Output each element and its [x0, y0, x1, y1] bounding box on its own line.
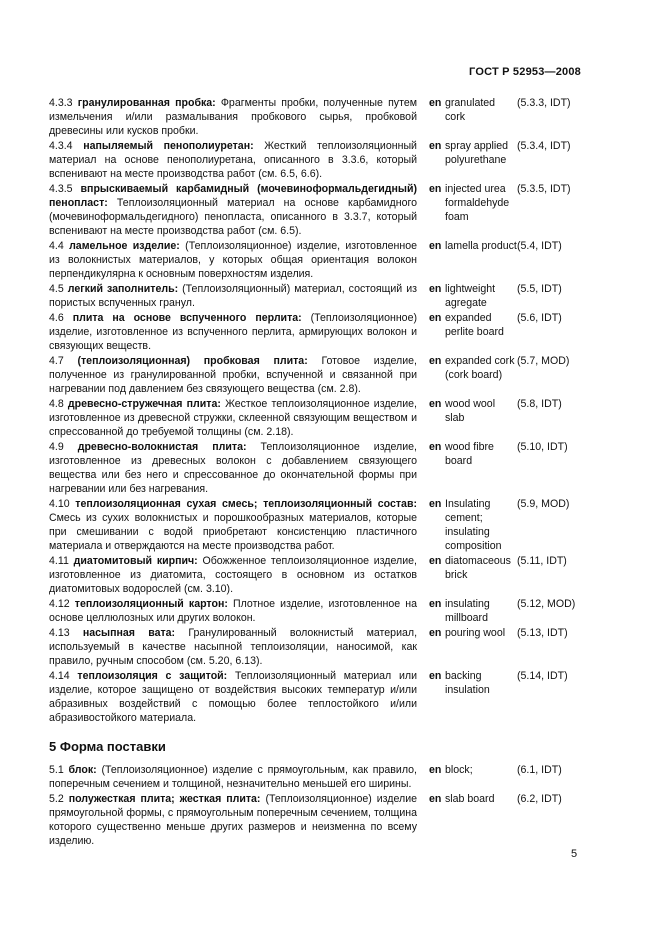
term-name: теплоизоляционная сухая смесь; теплоизоляционный состав: — [75, 498, 417, 510]
term-text: (Теплоизоляционное) изделие с прямоугольным, как правило, поперечным сечением и толщиной, незначительно меньшей его ширины. — [49, 764, 417, 790]
english-equivalent: backing insulation — [445, 670, 490, 696]
iso-reference: (5.9, MOD) — [517, 498, 570, 510]
term-entry — [49, 96, 589, 138]
term-definition — [49, 182, 417, 238]
term-number: 4.10 — [49, 498, 70, 510]
language-code: en — [429, 670, 442, 682]
language-code: en — [429, 627, 442, 639]
language-code: en — [429, 97, 442, 109]
iso-reference: (5.4, IDT) — [517, 240, 562, 252]
term-name: (теплоизоляционная) пробковая плита: — [77, 355, 308, 367]
english-equivalent: granulated cork — [445, 97, 496, 123]
term-number: 4.9 — [49, 441, 64, 453]
iso-reference: (5.12, MOD) — [517, 598, 576, 610]
english-equivalent: lamella product — [445, 240, 517, 252]
language-code: en — [429, 183, 442, 195]
term-number: 4.3.3 — [49, 97, 73, 109]
term-entry — [49, 497, 589, 553]
term-definition — [49, 763, 417, 791]
term-definition — [49, 597, 417, 625]
term-text: Жесткое теплоизоляционное изделие, изготовленное из древесной стружки, склеенной связующим веществом и спрессованной до требуемой толщины (см. 2.18). — [49, 398, 417, 438]
term-text: Гранулированный волокнистый материал, используемый в качестве насыпной теплоизоляции, наносимой, как правило, ручным способом (см. 5.20, 6.13). — [49, 627, 418, 667]
english-equivalent: slab board — [445, 793, 495, 805]
english-equivalent: insulating millboard — [445, 598, 490, 624]
term-text: Теплоизоляционный материал или изделие, которое защищено от воздействия высоких температур и/или абразивных воздействий с помощью более теплостойкого и/или абразивостойкого материала. — [49, 670, 417, 724]
term-number: 4.3.5 — [49, 183, 73, 195]
term-number: 4.11 — [49, 555, 69, 567]
term-number: 4.6 — [49, 312, 64, 324]
language-code: en — [429, 355, 442, 367]
term-text: Теплоизоляционное изделие, изготовленное из древесных волокон с добавлением связующего вещества или без него и спрессованное до окончательной формы при нагревании или без нагревания. — [49, 441, 417, 495]
iso-reference: (6.1, IDT) — [517, 764, 562, 776]
term-definition — [49, 96, 417, 138]
section-heading: 5 Форма поставки — [49, 739, 166, 754]
term-entry — [49, 182, 589, 238]
term-number: 4.7 — [49, 355, 64, 367]
terms-list-section-5 — [49, 763, 589, 848]
term-definition — [49, 440, 417, 496]
english-equivalent: expanded perlite board — [445, 312, 504, 338]
term-name: полужесткая плита; жесткая плита: — [68, 793, 261, 805]
term-name: впрыскиваемый карбамидный (мочевиноформальдегидный) пенопласт: — [49, 183, 418, 209]
language-code: en — [429, 498, 442, 510]
term-definition — [49, 354, 417, 396]
term-entry — [49, 354, 589, 396]
term-entry — [49, 763, 589, 791]
term-text: Жесткий теплоизоляционный материал на основе пенополиуретана, описанного в 3.3.6, который вспенивают на месте производства работ (см. 6.5, 6.6). — [49, 140, 417, 180]
term-text: Теплоизоляционный материал на основе карбамидного (мочевиноформальдегидного) пенопласта, описанного в 3.3.7, который вспенивают на месте производства работ (см. 6.5). — [49, 197, 417, 237]
term-definition — [49, 626, 417, 668]
english-equivalent: injected urea formaldehyde foam — [445, 183, 510, 223]
term-name: напыляемый пенополиуретан: — [83, 140, 254, 152]
english-equivalent: wood wool slab — [445, 398, 496, 424]
iso-reference: (5.11, IDT) — [517, 555, 567, 567]
term-entry — [49, 311, 589, 353]
term-number: 5.1 — [49, 764, 64, 776]
english-equivalent: wood fibre board — [445, 441, 494, 467]
term-text: Смесь из сухих волокнистых и порошкообразных материалов, которые при смешивании с водой приобретают консистенцию пластичного материала и отверждаются на месте производства работ. — [49, 512, 417, 552]
term-entry — [49, 597, 589, 625]
page-number: 5 — [571, 848, 578, 860]
english-equivalent: spray applied polyurethane — [445, 140, 509, 166]
term-definition — [49, 282, 417, 310]
term-entry — [49, 139, 589, 181]
language-code: en — [429, 312, 442, 324]
language-code: en — [429, 764, 442, 776]
term-name: древесно-волокнистая плита: — [77, 441, 247, 453]
iso-reference: (5.14, IDT) — [517, 670, 568, 682]
iso-reference: (5.3.5, IDT) — [517, 183, 571, 195]
iso-reference: (5.3.3, IDT) — [517, 97, 571, 109]
iso-reference: (5.3.4, IDT) — [517, 140, 571, 152]
term-name: древесно-стружечная плита: — [67, 398, 221, 410]
english-equivalent: lightweight agregate — [445, 283, 496, 309]
term-name: диатомитовый кирпич: — [73, 555, 198, 567]
term-number: 5.2 — [49, 793, 64, 805]
term-definition — [49, 669, 417, 725]
iso-reference: (6.2, IDT) — [517, 793, 562, 805]
term-number: 4.14 — [49, 670, 70, 682]
term-number: 4.13 — [49, 627, 70, 639]
term-number: 4.3.4 — [49, 140, 73, 152]
english-equivalent: expanded cork (cork board) — [445, 355, 515, 381]
term-name: блок: — [68, 764, 97, 776]
english-equivalent: Insulating cement; insulating composition — [445, 498, 502, 552]
term-name: ламельное изделие: — [69, 240, 180, 252]
language-code: en — [429, 283, 442, 295]
term-definition — [49, 139, 417, 181]
terms-content — [49, 96, 589, 849]
term-name: гранулированная пробка: — [77, 97, 216, 109]
term-entry — [49, 669, 589, 725]
iso-reference: (5.13, IDT) — [517, 627, 568, 639]
term-name: насыпная вата: — [82, 627, 176, 639]
term-entry — [49, 792, 589, 848]
term-definition — [49, 397, 417, 439]
language-code: en — [429, 240, 442, 252]
iso-reference: (5.7, MOD) — [517, 355, 570, 367]
language-code: en — [429, 441, 442, 453]
term-number: 4.12 — [49, 598, 70, 610]
term-entry — [49, 282, 589, 310]
term-entry — [49, 554, 589, 596]
term-number: 4.5 — [49, 283, 64, 295]
language-code: en — [429, 398, 442, 410]
term-text: (Теплоизоляционный) материал, состоящий из пористых вспученных гранул. — [49, 283, 417, 309]
term-definition — [49, 554, 417, 596]
term-entry — [49, 440, 589, 496]
language-code: en — [429, 555, 442, 567]
term-text: Готовое изделие, полученное из гранулированной пробки, вспученной и связанной при нагревании под давлением без связующего вещества (см. 2.8). — [49, 355, 417, 395]
terms-list-section-4 — [49, 96, 589, 725]
term-entry — [49, 626, 589, 668]
term-number: 4.8 — [49, 398, 64, 410]
english-equivalent: block; — [445, 764, 473, 776]
iso-reference: (5.10, IDT) — [517, 441, 568, 453]
term-text: (Теплоизоляционное) изделие, изготовленное из волокнистых материалов, у которых общая ориентация волокон перпендикулярна к основным поверхностям изделия. — [49, 240, 418, 280]
term-definition — [49, 239, 417, 281]
iso-reference: (5.8, IDT) — [517, 398, 562, 410]
english-equivalent: diatomaceous brick — [445, 555, 511, 581]
term-definition — [49, 497, 417, 553]
language-code: en — [429, 140, 442, 152]
term-text: (Теплоизоляционное) изделие прямоугольной формы, с прямоугольным поперечным сечением, толщина которого существенно меньше других размеров и неизменна по всему изделию. — [49, 793, 417, 847]
document-header: ГОСТ Р 52953—2008 — [469, 66, 581, 78]
iso-reference: (5.5, IDT) — [517, 283, 562, 295]
language-code: en — [429, 793, 442, 805]
term-name: плита на основе вспученного перлита: — [72, 312, 302, 324]
term-definition — [49, 311, 417, 353]
term-name: легкий заполнитель: — [67, 283, 179, 295]
term-entry — [49, 239, 589, 281]
term-definition — [49, 792, 417, 848]
term-name: теплоизоляционный картон: — [74, 598, 228, 610]
term-name: теплоизоляция с защитой: — [77, 670, 228, 682]
term-entry — [49, 397, 589, 439]
iso-reference: (5.6, IDT) — [517, 312, 562, 324]
term-text: (Теплоизоляционное) изделие, изготовленное из вспученного перлита, армирующих волокон и связующих веществ. — [49, 312, 417, 352]
term-text: Плотное изделие, изготовленное на основе целлюлозных или других волокон. — [49, 598, 417, 624]
english-equivalent: pouring wool — [445, 627, 506, 639]
term-text: Обожженное теплоизоляционное изделие, изготовленное из диатомита, состоящего в основном из остатков диатомитовых водорослей (см. 3.10). — [49, 555, 417, 595]
term-number: 4.4 — [49, 240, 64, 252]
language-code: en — [429, 598, 442, 610]
term-text: Фрагменты пробки, полученные путем измельчения и/или размалывания пробкового сырья, пробковой древесины или кусков пробки. — [49, 97, 418, 137]
